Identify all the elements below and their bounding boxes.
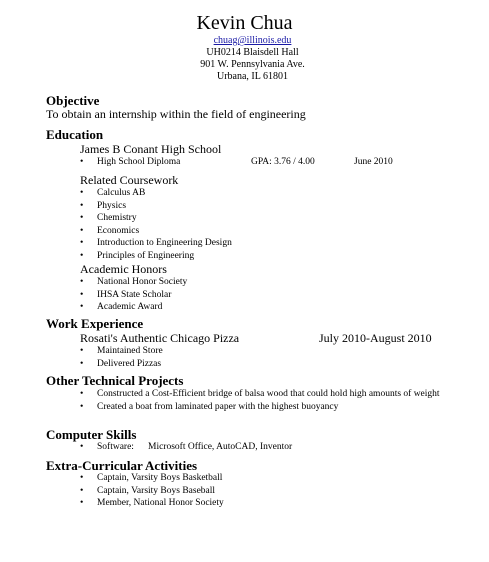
skills-label: Software: [97, 442, 134, 452]
list-item: • Member, National Honor Society [80, 497, 224, 510]
list-item: • IHSA State Scholar [80, 289, 187, 302]
coursework-list [80, 187, 232, 262]
list-item: • Chemistry [80, 212, 232, 225]
list-item: • Introduction to Engineering Design [80, 237, 232, 250]
activities-heading: Extra-Curricular Activities [46, 458, 198, 473]
list-item: • Principles of Engineering [80, 250, 232, 263]
school-name: James B Conant High School [80, 142, 222, 156]
skills-value: Microsoft Office, AutoCAD, Inventor [148, 442, 293, 452]
work-heading: Work Experience [46, 316, 144, 331]
projects-list [80, 388, 450, 413]
candidate-name: Kevin Chua [196, 12, 293, 34]
list-item: • Maintained Store [80, 345, 163, 358]
address-line-3: Urbana, IL 61801 [217, 71, 288, 82]
honors-title: Academic Honors [80, 262, 167, 276]
address-line-1: UH0214 Blaisdell Hall [206, 47, 299, 58]
list-item: • Physics [80, 200, 232, 213]
gpa-text: GPA: 3.76 / 4.00 [251, 157, 315, 167]
skills-list [80, 441, 134, 454]
list-item [80, 441, 134, 454]
diploma-list [80, 156, 180, 169]
employer-name: Rosati's Authentic Chicago Pizza [80, 331, 240, 345]
list-item: • Captain, Varsity Boys Baseball [80, 485, 224, 498]
list-item: • Constructed a Cost-Efficient bridge of balsa wood that could hold high amounts of weight [80, 388, 450, 401]
list-item: • Created a boat from laminated paper with the highest buoyancy [80, 401, 450, 414]
list-item: • Calculus AB [80, 187, 232, 200]
address-line-2: 901 W. Pennsylvania Ave. [200, 59, 305, 70]
coursework-title: Related Coursework [80, 173, 179, 187]
education-heading: Education [46, 127, 104, 142]
list-item: • Economics [80, 225, 232, 238]
activities-list [80, 472, 224, 510]
projects-heading: Other Technical Projects [46, 373, 184, 388]
list-item: • Delivered Pizzas [80, 358, 163, 371]
list-item: • National Honor Society [80, 276, 187, 289]
work-list [80, 345, 163, 370]
list-item: • Academic Award [80, 301, 187, 314]
employment-dates: July 2010-August 2010 [319, 331, 432, 345]
graduation-date: June 2010 [354, 157, 393, 167]
objective-heading: Objective [46, 93, 100, 108]
objective-text: To obtain an internship within the field of engineering [46, 107, 306, 121]
honors-list [80, 276, 187, 314]
skills-heading: Computer Skills [46, 427, 137, 442]
list-item: • Captain, Varsity Boys Basketball [80, 472, 224, 485]
list-item: • High School Diploma [80, 156, 180, 169]
email-link[interactable]: chuag@illinois.edu [213, 35, 292, 46]
